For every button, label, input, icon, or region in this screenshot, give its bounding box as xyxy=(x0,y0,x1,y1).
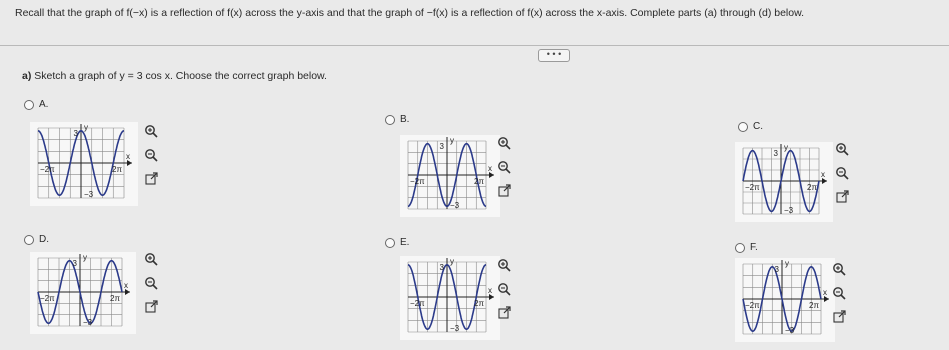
tick-y-bottom: −3 xyxy=(785,326,795,335)
option-f-label: F. xyxy=(750,242,758,253)
tick-y-bottom: −3 xyxy=(450,201,460,210)
option-d-label: D. xyxy=(39,234,49,245)
option-f[interactable] xyxy=(735,242,758,253)
tick-y-bottom: −3 xyxy=(784,206,794,215)
expand-icon[interactable] xyxy=(832,310,846,324)
tick-x-right: 2π xyxy=(474,177,484,186)
option-c-radio[interactable] xyxy=(738,122,748,132)
y-axis-label: y xyxy=(83,253,87,262)
y-axis-label: y xyxy=(784,143,788,152)
zoom-in-icon[interactable] xyxy=(144,252,158,266)
x-axis-label: x xyxy=(488,286,492,295)
option-e-label: E. xyxy=(400,237,410,248)
divider xyxy=(0,45,949,46)
tick-y-top: 3 xyxy=(72,259,77,268)
tick-x-left: −2π xyxy=(745,183,760,192)
tick-y-top: 3 xyxy=(73,129,78,138)
tick-y-top: 3 xyxy=(439,142,444,151)
tick-x-left: −2π xyxy=(40,165,55,174)
prompt-text: Recall that the graph of f(−x) is a reflection of f(x) across the y-axis and that the graph of −f(x) is a reflection of f(x) across the x-axis. Complete parts (a) through (d) below. xyxy=(15,7,805,19)
zoom-in-icon[interactable] xyxy=(835,142,849,156)
more-button[interactable]: • • • xyxy=(538,49,570,62)
option-b-radio[interactable] xyxy=(385,115,395,125)
expand-icon[interactable] xyxy=(497,184,511,198)
x-axis-label: x xyxy=(823,288,827,297)
option-e[interactable] xyxy=(385,237,409,248)
zoom-out-icon[interactable] xyxy=(144,148,158,162)
tick-y-top: 3 xyxy=(439,263,444,272)
tick-y-bottom: −3 xyxy=(83,318,93,327)
option-c-label: C. xyxy=(753,121,763,132)
question-text xyxy=(22,70,327,82)
option-a-label: A. xyxy=(39,99,49,110)
x-axis-label: x xyxy=(488,164,492,173)
tick-x-right: 2π xyxy=(110,294,120,303)
tick-x-left: −2π xyxy=(40,294,55,303)
tick-x-left: −2π xyxy=(410,299,425,308)
tick-x-right: 2π xyxy=(807,183,817,192)
tick-y-bottom: −3 xyxy=(450,324,460,333)
option-b[interactable] xyxy=(385,114,409,125)
option-d-radio[interactable] xyxy=(24,235,34,245)
zoom-out-icon[interactable] xyxy=(497,282,511,296)
option-b-label: B. xyxy=(400,114,410,125)
option-a-graph xyxy=(30,122,138,206)
zoom-out-icon[interactable] xyxy=(497,160,511,174)
option-b-graph xyxy=(400,135,500,217)
option-e-graph xyxy=(400,256,500,340)
zoom-in-icon[interactable] xyxy=(497,258,511,272)
y-axis-label: y xyxy=(450,257,454,266)
tick-y-top: 3 xyxy=(773,149,778,158)
expand-icon[interactable] xyxy=(144,300,158,314)
option-c[interactable] xyxy=(738,121,763,132)
x-axis-label: x xyxy=(124,281,128,290)
zoom-in-icon[interactable] xyxy=(832,262,846,276)
tick-x-right: 2π xyxy=(112,165,122,174)
x-axis-label: x xyxy=(126,152,130,161)
option-c-graph xyxy=(735,142,833,222)
option-d-graph xyxy=(30,252,136,334)
question-part: a) xyxy=(22,70,32,82)
y-axis-label: y xyxy=(785,259,789,268)
tick-y-top: 3 xyxy=(774,265,779,274)
zoom-out-icon[interactable] xyxy=(835,166,849,180)
tick-y-bottom: −3 xyxy=(84,190,94,199)
y-axis-label: y xyxy=(450,136,454,145)
tick-x-left: −2π xyxy=(745,301,760,310)
zoom-out-icon[interactable] xyxy=(144,276,158,290)
zoom-out-icon[interactable] xyxy=(832,286,846,300)
option-a-radio[interactable] xyxy=(24,100,34,110)
tick-x-right: 2π xyxy=(809,301,819,310)
tick-x-left: −2π xyxy=(410,177,425,186)
x-axis-label: x xyxy=(821,170,825,179)
y-axis-label: y xyxy=(84,123,88,132)
option-d[interactable] xyxy=(24,234,49,245)
tick-x-right: 2π xyxy=(474,299,484,308)
expand-icon[interactable] xyxy=(144,172,158,186)
expand-icon[interactable] xyxy=(497,306,511,320)
option-e-radio[interactable] xyxy=(385,238,395,248)
option-a[interactable] xyxy=(24,99,48,110)
zoom-in-icon[interactable] xyxy=(497,136,511,150)
zoom-in-icon[interactable] xyxy=(144,124,158,138)
option-f-graph xyxy=(735,258,835,342)
option-f-radio[interactable] xyxy=(735,243,745,253)
question-body: Sketch a graph of y = 3 cos x. Choose the correct graph below. xyxy=(34,70,327,82)
expand-icon[interactable] xyxy=(835,190,849,204)
